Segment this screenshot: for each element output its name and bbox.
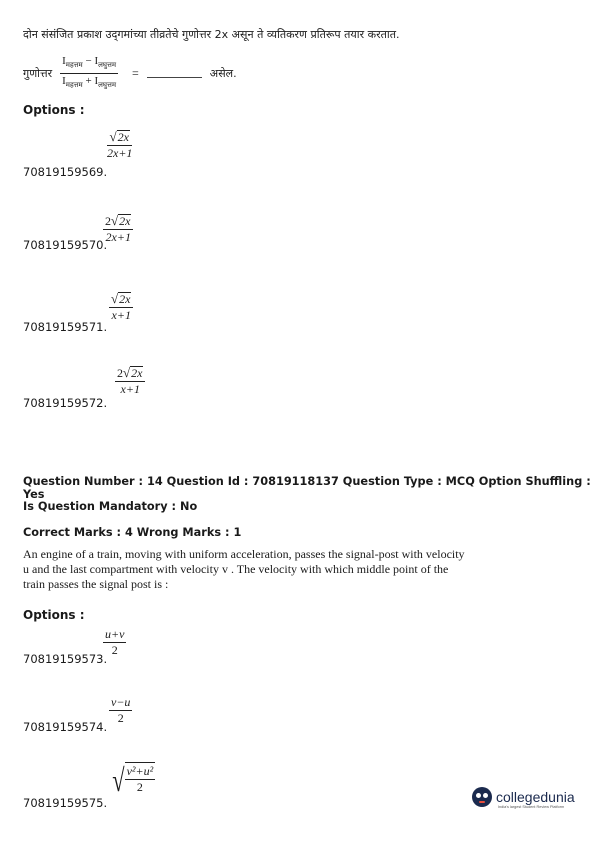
q13-option-2[interactable] bbox=[23, 210, 223, 260]
option-id: 70819159571. bbox=[23, 320, 108, 334]
fraction-numerator bbox=[115, 366, 145, 382]
q13-option-3[interactable] bbox=[23, 290, 223, 340]
radical-sign: √ bbox=[111, 213, 119, 228]
q14-header-line1: Question Number : 14 Question Id : 70819118137 Question Type : MCQ Option Shuffling : Yes bbox=[23, 475, 591, 501]
fraction-denominator: x+1 bbox=[120, 382, 140, 396]
coefficient: 2 bbox=[105, 214, 111, 228]
subscript-max: महत्तम bbox=[65, 61, 83, 70]
q13-statement: दोन संसंजित प्रकाश उद्‌गमांच्या तीव्रतेचे गुणोत्तर 2x असून ते व्यतिकरण प्रतिरूप तयार करतात. bbox=[23, 28, 400, 41]
radical-sign: √ bbox=[111, 291, 119, 306]
option-fraction bbox=[103, 214, 133, 244]
option-fraction bbox=[125, 762, 156, 798]
q13-options-label: Options : bbox=[23, 103, 85, 117]
radicand: 2x bbox=[131, 366, 143, 380]
mascot-icon bbox=[472, 787, 492, 807]
coefficient: 2 bbox=[117, 366, 123, 380]
q14-option-3[interactable] bbox=[23, 762, 243, 812]
minus-operator: − bbox=[82, 55, 95, 67]
radicand: 2x bbox=[119, 214, 131, 228]
plus-operator: + bbox=[82, 75, 95, 88]
square-root bbox=[123, 366, 143, 379]
option-id: 70819159573. bbox=[23, 652, 108, 666]
subscript-min: लघुत्तम bbox=[98, 61, 117, 70]
option-fraction bbox=[109, 696, 132, 725]
logo-tagline: India's largest Student Review Platform bbox=[498, 805, 565, 809]
q14-option-1[interactable] bbox=[23, 628, 223, 668]
fraction-denominator: 2x+1 bbox=[107, 146, 133, 160]
fraction-numerator bbox=[109, 292, 133, 308]
option-id: 70819159570. bbox=[23, 238, 108, 252]
logo-name: collegedunia bbox=[496, 789, 575, 805]
option-id: 70819159574. bbox=[23, 720, 108, 734]
subscript-max: महत्तम bbox=[65, 81, 83, 90]
q14-options-label: Options : bbox=[23, 608, 85, 622]
logo-row bbox=[472, 787, 584, 807]
intensity-symbol: I bbox=[62, 55, 66, 67]
intensity-symbol: I bbox=[94, 75, 99, 88]
q13-option-1[interactable] bbox=[23, 130, 223, 180]
q14-marks-line: Correct Marks : 4 Wrong Marks : 1 bbox=[23, 526, 242, 539]
fraction-denominator: 2 bbox=[136, 780, 143, 794]
q13-suffix: असेल. bbox=[209, 67, 237, 81]
fraction-denominator: 2 bbox=[117, 711, 124, 725]
option-id: 70819159569. bbox=[23, 165, 108, 179]
radicand: 2x bbox=[119, 292, 131, 306]
fraction-denominator: 2x+1 bbox=[105, 230, 131, 244]
q14-text-line: u and the last compartment with velocity v . The velocity with which middle point of the bbox=[23, 562, 449, 576]
q13-fraction-denominator bbox=[60, 74, 118, 92]
answer-blank bbox=[147, 69, 202, 78]
option-fraction bbox=[109, 292, 133, 322]
collegedunia-logo bbox=[472, 787, 584, 809]
q14-text-line: train passes the signal post is : bbox=[23, 577, 169, 591]
square-root bbox=[111, 214, 131, 227]
fraction-numerator: u+v bbox=[105, 627, 125, 641]
square-root bbox=[111, 292, 131, 305]
option-id: 70819159572. bbox=[23, 396, 108, 410]
q14-text-line: An engine of a train, moving with uniform acceleration, passes the signal-post with velocity bbox=[23, 547, 465, 561]
q13-fraction-numerator bbox=[60, 55, 118, 74]
fraction-numerator: v²+u² bbox=[126, 764, 154, 778]
option-fraction bbox=[105, 130, 134, 160]
radicand: 2x bbox=[117, 130, 129, 144]
intensity-symbol: I bbox=[62, 75, 66, 88]
q14-header-line2: Is Question Mandatory : No bbox=[23, 500, 198, 513]
fraction-numerator bbox=[103, 214, 133, 230]
fraction-numerator bbox=[107, 130, 131, 146]
q14-option-2[interactable] bbox=[23, 696, 223, 736]
equals-sign: = bbox=[132, 66, 139, 81]
intensity-symbol: I bbox=[94, 55, 99, 67]
radical-sign: √ bbox=[109, 129, 117, 144]
fraction-numerator: v−u bbox=[111, 695, 131, 709]
square-root bbox=[107, 762, 155, 798]
q13-option-4[interactable] bbox=[23, 364, 223, 414]
fraction-denominator: x+1 bbox=[111, 308, 131, 322]
option-fraction bbox=[115, 366, 145, 396]
radical-sign: √ bbox=[123, 365, 131, 380]
option-id: 70819159575. bbox=[23, 796, 108, 810]
radical-sign: √ bbox=[112, 762, 125, 798]
q13-ratio-expression bbox=[23, 55, 237, 92]
q13-ratio-fraction bbox=[60, 55, 118, 92]
q14-question-text bbox=[23, 547, 465, 592]
fraction-denominator: 2 bbox=[111, 643, 118, 657]
q13-ratio-label: गुणोत्तर bbox=[23, 67, 53, 81]
subscript-min: लघुत्तम bbox=[98, 81, 117, 90]
square-root bbox=[109, 130, 129, 143]
